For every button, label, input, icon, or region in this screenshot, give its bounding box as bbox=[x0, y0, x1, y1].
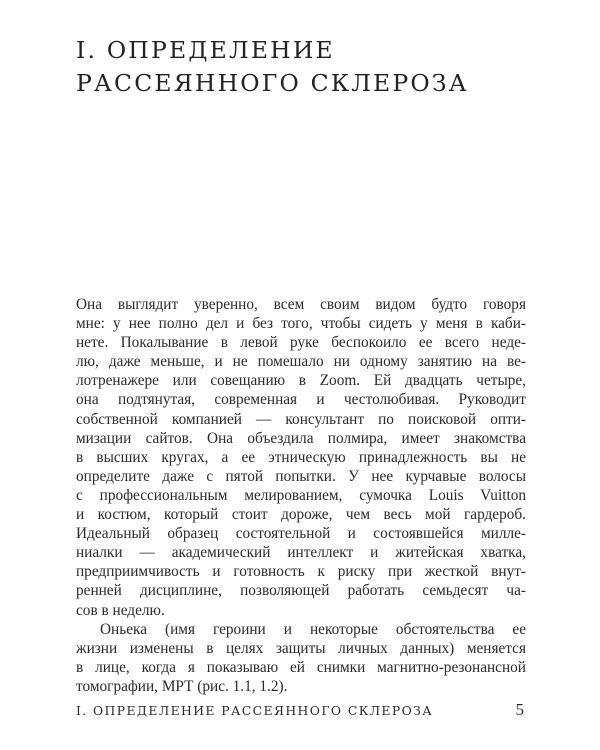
text-line: собственной компанией — консультант по поисковой опти- bbox=[76, 410, 526, 428]
running-footer: I. ОПРЕДЕЛЕНИЕ РАССЕЯННОГО СКЛЕРОЗА bbox=[76, 703, 434, 718]
paragraph bbox=[76, 620, 526, 696]
page-title bbox=[76, 34, 469, 100]
text-line: с профессиональным мелированием, сумочка Louis Vuitton bbox=[76, 486, 526, 504]
page-title-line: РАССЕЯННОГО СКЛЕРОЗА bbox=[76, 69, 469, 97]
text-line: лю, даже меньше, и не помешало ни одному занятию на ве- bbox=[76, 353, 526, 371]
page-number: 5 bbox=[515, 700, 524, 719]
text-line: мне: у нее полно дел и без того, чтобы сидеть у меня в каби- bbox=[76, 315, 526, 333]
text-line: Оньека (имя героини и некоторые обстоятельства ее bbox=[100, 620, 526, 638]
text-line: и костюм, который стоит дороже, чем весь мой гардероб. bbox=[76, 506, 526, 524]
text-line: лотренажере или совещанию в Zoom. Ей двадцать четыре, bbox=[76, 372, 526, 390]
text-line: мизации сайтов. Она объездила полмира, имеет знакомства bbox=[76, 429, 526, 447]
paragraph bbox=[76, 295, 526, 620]
text-line: определите даже с пятой попытки. У нее курчавые волосы bbox=[76, 467, 526, 485]
text-line: Идеальный образец состоятельной и состоявшейся милле- bbox=[76, 525, 526, 543]
text-line: жизни изменены в целях защиты личных данных) меняется bbox=[76, 639, 526, 657]
text-line: в лице, когда я показываю ей снимки магнитно-резонансной bbox=[76, 658, 526, 676]
text-line: ниалки — академический интеллект и житейская хватка, bbox=[76, 544, 526, 562]
text-line: она подтянутая, современная и честолюбивая. Руководит bbox=[76, 391, 526, 409]
text-line: сов в неделю. bbox=[76, 601, 165, 619]
text-line: в высших кругах, а ее этническую принадлежность вы не bbox=[76, 448, 526, 466]
text-line: томографии, МРТ (рис. 1.1, 1.2). bbox=[76, 677, 288, 695]
text-line: ренней дисциплине, позволяющей работать семьдесят ча- bbox=[76, 582, 526, 600]
text-line: предприимчивость и готовность к риску при жесткой внут- bbox=[76, 563, 526, 581]
page-title-line: I. ОПРЕДЕЛЕНИЕ bbox=[76, 36, 335, 64]
body-text bbox=[76, 295, 526, 696]
text-line: нете. Покалывание в левой руке беспокоило ее всего неде- bbox=[76, 334, 526, 352]
text-line: Она выглядит уверенно, всем своим видом будто говоря bbox=[76, 296, 526, 313]
